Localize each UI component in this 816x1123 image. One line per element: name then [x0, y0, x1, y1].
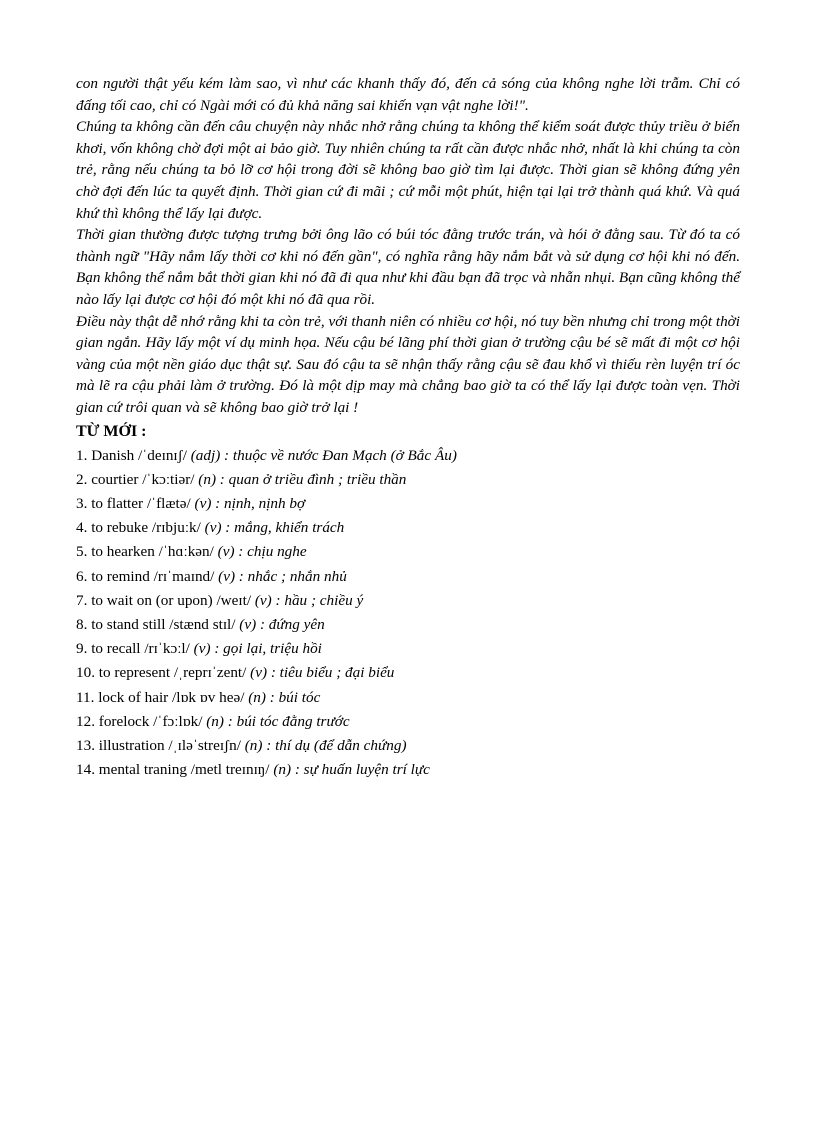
vocab-term: 2. courtier /ˈkɔːtiər/	[76, 470, 195, 488]
vocab-definition: (v) : đứng yên	[239, 615, 325, 633]
vocab-definition: (n) : quan ở triều đình ; triều thần	[198, 470, 407, 488]
vocab-item	[76, 686, 740, 710]
vocab-term: 14. mental traning /metl treɪnɪŋ/	[76, 761, 270, 779]
vocab-term: 5. to hearken /ˈhɑːkən/	[76, 543, 214, 561]
vocab-term: 11. lock of hair /lɒk ɒv heə/	[76, 688, 245, 706]
vocab-definition: (v) : hầu ; chiều ý	[254, 591, 364, 609]
vocab-item	[76, 468, 740, 492]
vocab-item	[76, 540, 740, 564]
story-paragraph-1: con người thật yếu kém làm sao, vì như các khanh thấy đó, đến cả sóng của không nghe lời trẫm. Chỉ có đấng tối cao, chỉ có Ngài mới có đủ khả năng sai khiến vạn vật nghe lời!".	[76, 75, 740, 114]
vocab-definition: (n) : sự huấn luyện trí lực	[273, 761, 430, 779]
story-paragraph-3: Thời gian thường được tượng trưng bởi ông lão có búi tóc đằng trước trán, và hói ở đằng sau. Từ đó ta có thành ngữ "Hãy nắm lấy thời cơ khi nó đến gần", có nghĩa rằng hãy nắm bắt và sử dụng cơ hội khi nó đến. Bạn không thể nắm bắt thời gian khi nó đã đi qua như khi đầu bạn đã trọc và nhẵn nhụi. Bạn cũng không thể nào lấy lại được cơ hội đó một khi nó đã qua rồi.	[76, 226, 740, 308]
vocab-item	[76, 589, 740, 613]
vocab-item	[76, 565, 740, 589]
vocab-item	[76, 516, 740, 540]
vocab-definition: (v) : tiêu biểu ; đại biểu	[250, 664, 395, 682]
vocab-list	[76, 444, 740, 783]
vocab-item	[76, 758, 740, 782]
vocab-definition: (v) : nịnh, nịnh bợ	[194, 494, 306, 512]
vocab-term: 3. to flatter /ˈflætə/	[76, 494, 191, 512]
vocab-item	[76, 613, 740, 637]
story-paragraph-2: Chúng ta không cần đến câu chuyện này nhắc nhở rằng chúng ta không thể kiểm soát được thủy triều ở biển khơi, vốn không chờ đợi một ai bảo giờ. Tuy nhiên chúng ta rất cần được nhắc nhở, nhất là khi chúng ta còn trẻ, rằng nếu chúng ta bỏ lỡ cơ hội trong đời sẽ không bao giờ tìm lại được. Thời gian sẽ không đứng yên chờ đợi đến lúc ta quyết định. Thời gian cứ đi mãi ; cứ mỗi một phút, hiện tại lại trở thành quá khứ. Và quá khứ thì không thể lấy lại được.	[76, 118, 740, 222]
vocab-item	[76, 661, 740, 685]
vocab-definition: (v) : mắng, khiển trách	[204, 519, 345, 537]
vocab-term: 12. forelock /ˈfɔːlɒk/	[76, 712, 203, 730]
vocab-item	[76, 444, 740, 468]
vocab-term: 10. to represent /ˌreprɪˈzent/	[76, 664, 247, 682]
vocab-definition: (n) : búi tóc đằng trước	[206, 712, 350, 730]
vocab-definition: (n) : búi tóc	[248, 688, 321, 706]
vocab-term: 4. to rebuke /rɪbjuːk/	[76, 519, 201, 537]
vocab-term: 1. Danish /ˈdeɪnɪʃ/	[76, 446, 187, 464]
vocab-term: 8. to stand still /stænd stɪl/	[76, 615, 236, 633]
vocab-definition: (adj) : thuộc về nước Đan Mạch (ở Bắc Âu)	[190, 446, 457, 464]
document-page	[76, 73, 740, 782]
vocab-term: 7. to wait on (or upon) /weɪt/	[76, 591, 252, 609]
vocab-term: 9. to recall /rɪˈkɔːl/	[76, 640, 190, 658]
vocab-item	[76, 492, 740, 516]
vocab-definition: (n) : thí dụ (để dẫn chứng)	[244, 736, 407, 754]
vocab-term: 6. to remind /rɪˈmaɪnd/	[76, 567, 215, 585]
vocab-heading: TỪ MỚI :	[76, 422, 147, 440]
vocab-definition: (v) : gọi lại, triệu hồi	[193, 640, 322, 658]
story-paragraph-4: Điều này thật dễ nhớ rằng khi ta còn trẻ, với thanh niên có nhiều cơ hội, nó tuy bền nhưng chỉ trong một thời gian ngắn. Hãy lấy một ví dụ minh họa. Nếu cậu bé lãng phí thời gian ở trường cậu bé sẽ mất đi một cơ hội vàng của một nền giáo dục thật sự. Sau đó cậu ta sẽ nhận thấy rằng cậu sẽ đau khổ vì thiếu rèn luyện trí óc mà lẽ ra cậu phải làm ở trường. Đó là một dịp may mà chẳng bao giờ ta có thể lấy lại được toàn vẹn. Thời gian cứ trôi quan và sẽ không bao giờ trở lại !	[76, 312, 740, 416]
vocab-definition: (v) : nhắc ; nhắn nhủ	[218, 567, 347, 585]
vocab-item	[76, 710, 740, 734]
vocab-term: 13. illustration /ˌɪləˈstreɪʃn/	[76, 736, 241, 754]
vocab-definition: (v) : chịu nghe	[217, 543, 307, 561]
vocab-item	[76, 637, 740, 661]
vocab-item	[76, 734, 740, 758]
